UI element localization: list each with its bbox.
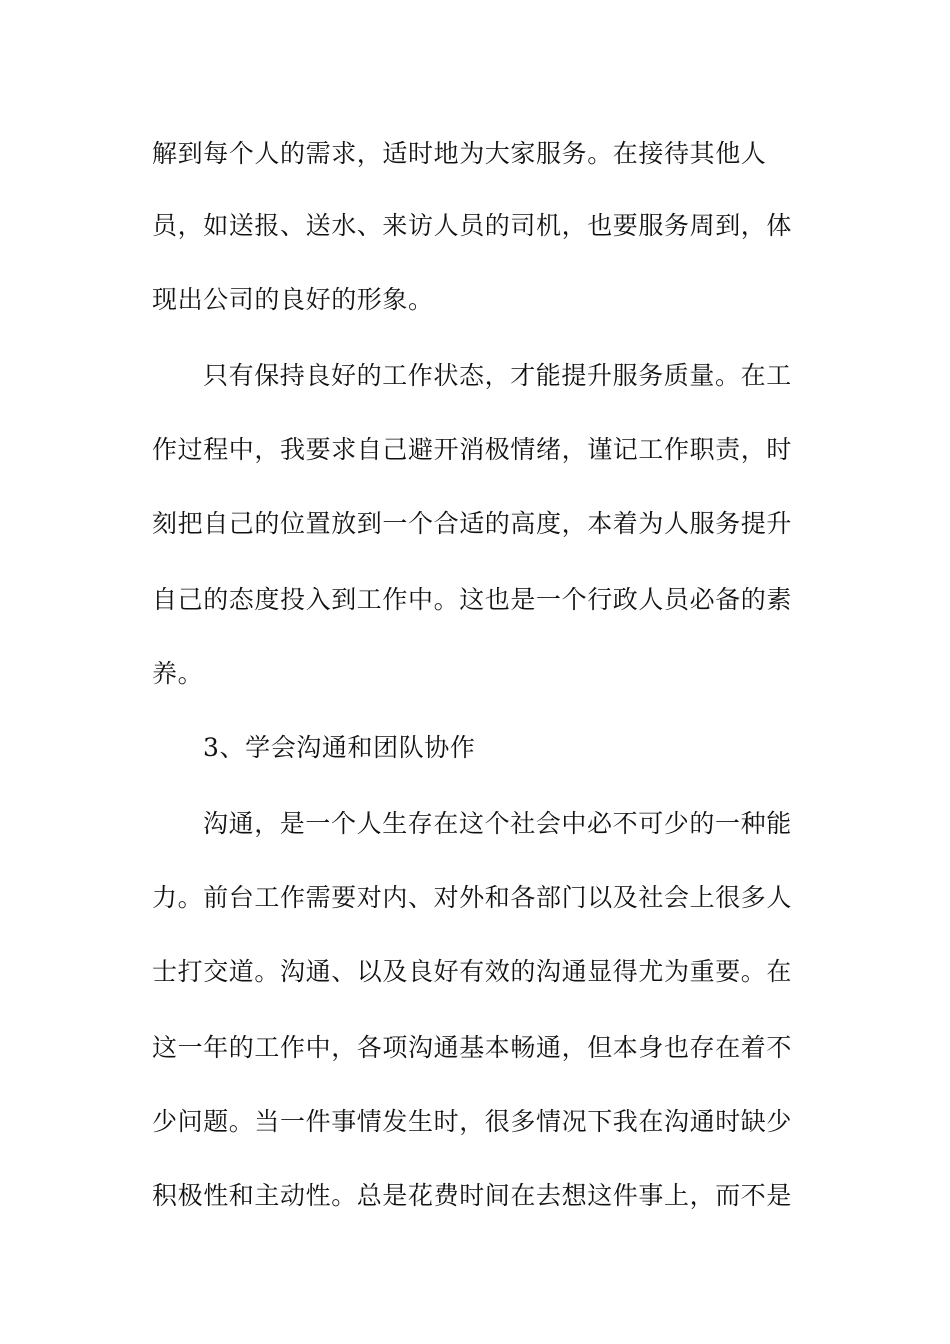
paragraph-first-line: 只有保持良好的工作状态，才能提升服务质量。在工 bbox=[203, 361, 792, 390]
text-line: 士打交道。沟通、以及良好有效的沟通显得尤为重要。在 bbox=[152, 957, 793, 986]
text-line: 养。 bbox=[152, 659, 204, 688]
text-line: 作过程中，我要求自己避开消极情绪，谨记工作职责，时 bbox=[152, 435, 793, 464]
text-line: 力。前台工作需要对内、对外和各部门以及社会上很多人 bbox=[152, 883, 793, 912]
text-line: 现出公司的良好的形象。 bbox=[152, 285, 434, 314]
section-heading: 3、学会沟通和团队协作 bbox=[203, 733, 476, 762]
text-line: 这一年的工作中，各项沟通基本畅通，但本身也存在着不 bbox=[152, 1033, 793, 1062]
text-line: 自己的态度投入到工作中。这也是一个行政人员必备的素 bbox=[152, 585, 793, 614]
paragraph-first-line: 沟通，是一个人生存在这个社会中必不可少的一种能 bbox=[203, 809, 792, 838]
text-line: 刻把自己的位置放到一个合适的高度，本着为人服务提升 bbox=[152, 509, 793, 538]
text-line: 少问题。当一件事情发生时，很多情况下我在沟通时缺少 bbox=[152, 1107, 793, 1136]
text-line: 员，如送报、送水、来访人员的司机，也要服务周到，体 bbox=[152, 211, 793, 240]
text-line: 积极性和主动性。总是花费时间在去想这件事上，而不是 bbox=[152, 1181, 793, 1210]
text-line: 解到每个人的需求，适时地为大家服务。在接待其他人 bbox=[152, 139, 767, 168]
